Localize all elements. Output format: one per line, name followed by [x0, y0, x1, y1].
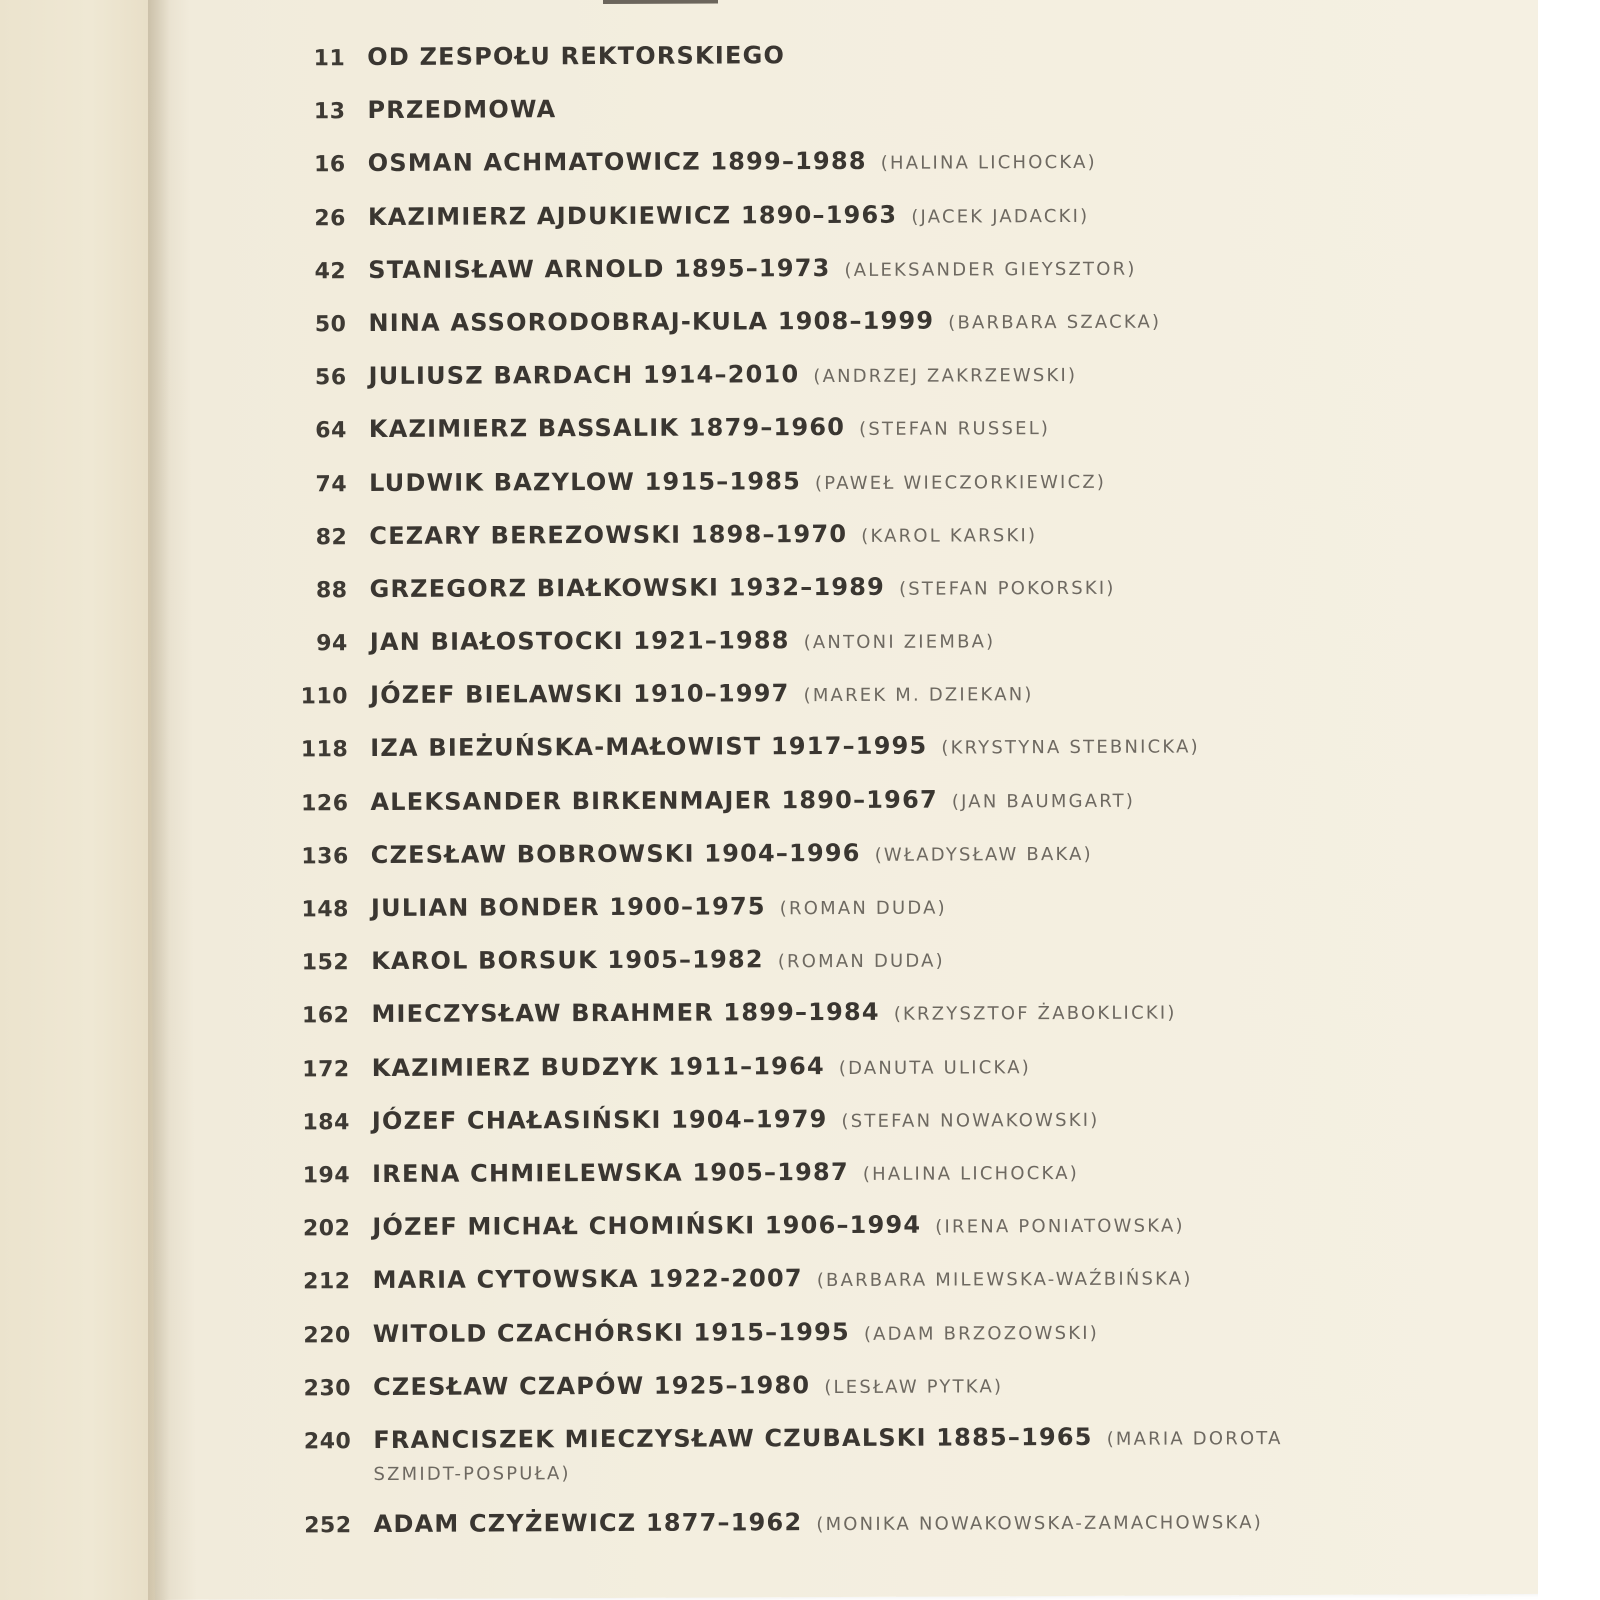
- toc-entry-title: KAZIMIERZ BUDZYK 1911–1964: [371, 1051, 825, 1082]
- toc-entry-text: [367, 90, 1370, 129]
- toc-entry-author: (BARBARA MILEWSKA-WAŹBIŃSKA): [816, 1268, 1193, 1292]
- toc-entry: [286, 1420, 1376, 1509]
- toc-entry-author: (MONIKA NOWAKOWSKA-ZAMACHOWSKA): [816, 1512, 1263, 1535]
- toc-entry-author: (KAROL KARSKI): [861, 524, 1038, 547]
- toc-entry-author: (JAN BAUMGART): [951, 790, 1136, 813]
- toc-entry: [280, 90, 1370, 148]
- toc-entry-text: [373, 1260, 1376, 1299]
- toc-entry: [287, 1504, 1377, 1562]
- toc-entry-author: (MAREK M. DZIEKAN): [803, 684, 1034, 707]
- toc-page-number: 74: [315, 471, 348, 497]
- toc-page-number: 42: [314, 258, 347, 285]
- toc-entry: [282, 409, 1372, 467]
- toc-entry-title: FRANCISZEK MIECZYSŁAW CZUBALSKI 1885–1965: [373, 1422, 1093, 1454]
- toc-page-number: 50: [314, 312, 347, 338]
- header-rule: [603, 0, 718, 4]
- toc-entry-title: JÓZEF BIELAWSKI 1910–1997: [369, 679, 790, 710]
- toc-entry-author: (KRYSTYNA STEBNICKA): [941, 736, 1200, 759]
- toc-entry-text: [374, 1504, 1377, 1543]
- toc-entry-author: (BARBARA SZACKA): [948, 311, 1162, 334]
- toc-entry-text: [372, 1207, 1375, 1246]
- toc-entry-author: (IRENA PONIATOWSKA): [935, 1215, 1185, 1238]
- toc-page-number: 240: [303, 1429, 352, 1455]
- toc-page-number: 252: [304, 1513, 352, 1539]
- toc-entry-text: [368, 196, 1371, 235]
- toc-entry-title: MARIA CYTOWSKA 1922-2007: [372, 1264, 803, 1295]
- toc-entry-author: (STEFAN POKORSKI): [899, 577, 1116, 600]
- toc-entry-author: (ADAM BRZOZOWSKI): [863, 1322, 1100, 1345]
- toc-entry: [281, 143, 1371, 201]
- toc-entry-author: (ANDRZEJ ZAKRZEWSKI): [813, 365, 1078, 388]
- toc-entry-title: JULIAN BONDER 1900–1975: [370, 892, 766, 923]
- toc-page-number: 162: [301, 1003, 350, 1029]
- toc-entry-title: LUDWIK BAZYLOW 1915–1985: [369, 466, 802, 497]
- toc-entry: [284, 994, 1374, 1052]
- toc-entry: [281, 196, 1371, 254]
- toc-entry-title: OSMAN ACHMATOWICZ 1899–1988: [367, 147, 867, 178]
- toc-entry-author: (LESŁAW PYTKA): [824, 1375, 1004, 1398]
- toc-entry-text: [370, 622, 1373, 661]
- toc-entry: [282, 356, 1372, 414]
- toc-entry-text: [371, 994, 1374, 1033]
- toc-entry-author: (STEFAN NOWAKOWSKI): [841, 1109, 1100, 1132]
- toc-entry: [281, 249, 1371, 307]
- toc-entry-text: [368, 249, 1371, 288]
- toc-entry: [281, 303, 1371, 361]
- toc-entry-author: (KRZYSZTOF ŻABOKLICKI): [893, 1002, 1177, 1026]
- table-of-contents: [280, 37, 1377, 1562]
- toc-entry-title: CEZARY BEREZOWSKI 1898–1970: [369, 519, 848, 550]
- toc-entry-author: (ALEKSANDER GIEYSZTOR): [844, 258, 1137, 281]
- toc-entry: [280, 37, 1370, 95]
- toc-page-number: 148: [301, 897, 350, 923]
- toc-entry-author: (DANUTA ULICKA): [838, 1056, 1031, 1079]
- toc-page-number: 110: [300, 684, 349, 710]
- toc-entry-title: IRENA CHMIELEWSKA 1905–1987: [372, 1157, 849, 1188]
- toc-entry-title: OD ZESPOŁU REKTORSKIEGO: [367, 41, 786, 72]
- toc-page-number: 94: [316, 631, 348, 657]
- toc-entry-title: IZA BIEŻUŃSKA-MAŁOWIST 1917–1995: [370, 732, 928, 763]
- toc-entry-text: [371, 941, 1374, 980]
- toc-entry-text: [372, 1047, 1375, 1086]
- toc-entry-text: [373, 1366, 1376, 1405]
- toc-entry-title: WITOLD CZACHÓRSKI 1915–1995: [372, 1317, 850, 1348]
- toc-entry: [285, 1047, 1375, 1105]
- toc-entry-text: [369, 409, 1372, 448]
- toc-page-number: 11: [313, 46, 346, 72]
- toc-entry-title: STANISŁAW ARNOLD 1895–1973: [368, 253, 831, 284]
- toc-entry: [282, 462, 1372, 520]
- toc-page-number: 202: [302, 1216, 351, 1242]
- toc-entry-text: [369, 515, 1372, 554]
- toc-entry-title: ALEKSANDER BIRKENMAJER 1890–1967: [370, 785, 938, 816]
- toc-entry-text: [371, 888, 1374, 927]
- toc-entry-author: (WŁADYSŁAW BAKA): [874, 843, 1093, 866]
- toc-page-number: 82: [315, 524, 348, 550]
- toc-entry-title: KAZIMIERZ AJDUKIEWICZ 1890–1963: [367, 200, 898, 231]
- toc-page-number: 230: [303, 1375, 352, 1402]
- toc-entry-text: [373, 1420, 1376, 1491]
- toc-page-number: 194: [302, 1163, 351, 1189]
- toc-entry-text: [371, 834, 1374, 873]
- toc-entry-title: ADAM CZYŻEWICZ 1877–1962: [373, 1508, 803, 1538]
- toc-entry: [283, 728, 1373, 786]
- toc-page-number: 152: [301, 950, 350, 976]
- toc-page-number: 64: [315, 418, 347, 444]
- toc-page-number: 136: [301, 843, 349, 870]
- toc-entry-title: KAZIMIERZ BASSALIK 1879–1960: [368, 413, 846, 444]
- toc-page-number: 126: [301, 790, 349, 816]
- toc-entry: [284, 834, 1374, 892]
- toc-entry-author: (JACEK JADACKI): [911, 205, 1090, 228]
- toc-entry: [283, 569, 1373, 627]
- toc-entry-text: [372, 1100, 1375, 1139]
- toc-entry: [282, 515, 1372, 573]
- toc-entry-author: (HALINA LICHOCKA): [862, 1162, 1079, 1185]
- toc-entry-text: [370, 569, 1373, 608]
- toc-page-number: 88: [315, 578, 348, 604]
- toc-page-number: 16: [314, 152, 346, 178]
- toc-entry-title: CZESŁAW BOBROWSKI 1904–1996: [370, 838, 861, 869]
- toc-entry-author: (MARIA DOROTA SZMIDT-POSPUŁA): [373, 1427, 1283, 1485]
- toc-entry-author: (STEFAN RUSSEL): [859, 418, 1051, 441]
- toc-entry-text: [369, 462, 1372, 501]
- toc-entry-title: NINA ASSORODOBRAJ-KULA 1908–1999: [368, 306, 935, 337]
- toc-page-number: 13: [313, 99, 346, 125]
- toc-entry-title: JÓZEF CHAŁASIŃSKI 1904–1979: [371, 1104, 828, 1135]
- toc-entry-title: GRZEGORZ BIAŁKOWSKI 1932–1989: [369, 572, 886, 603]
- toc-entry: [285, 1207, 1375, 1265]
- toc-page-number: 172: [302, 1056, 350, 1082]
- toc-entry: [283, 675, 1373, 733]
- toc-entry-author: (ROMAN DUDA): [777, 950, 945, 973]
- facing-page: [0, 0, 165, 1600]
- toc-entry-text: [373, 1313, 1376, 1352]
- toc-entry-author: (ROMAN DUDA): [779, 897, 947, 920]
- toc-entry-author: (HALINA LICHOCKA): [880, 152, 1097, 175]
- toc-page-number: 220: [303, 1322, 351, 1348]
- toc-entry-title: CZESŁAW CZAPÓW 1925–1980: [372, 1370, 811, 1401]
- toc-entry-text: [367, 37, 1370, 76]
- toc-entry-title: JÓZEF MICHAŁ CHOMIŃSKI 1906–1994: [372, 1210, 922, 1242]
- toc-entry-text: [370, 781, 1373, 820]
- toc-entry: [283, 781, 1373, 839]
- toc-entry: [284, 941, 1374, 999]
- toc-entry-title: JULIUSZ BARDACH 1914–2010: [368, 360, 800, 391]
- toc-page-number: 26: [314, 205, 347, 231]
- toc-entry: [285, 1100, 1375, 1158]
- toc-entry: [286, 1313, 1376, 1371]
- toc-page-number: 184: [302, 1109, 350, 1136]
- toc-page-number: 212: [303, 1269, 351, 1295]
- toc-entry: [283, 622, 1373, 680]
- toc-entry-text: [368, 143, 1371, 182]
- toc-page-number: 56: [314, 365, 347, 391]
- toc-entry-title: KAROL BORSUK 1905–1982: [371, 945, 764, 976]
- page-gutter-shadow: [148, 0, 170, 1600]
- book-page: [148, 0, 1545, 1600]
- toc-entry-title: PRZEDMOWA: [367, 95, 557, 125]
- toc-entry-text: [370, 728, 1373, 767]
- toc-entry-text: [370, 675, 1373, 714]
- toc-entry-title: JAN BIAŁOSTOCKI 1921–1988: [369, 626, 790, 657]
- toc-entry-text: [368, 303, 1371, 342]
- toc-entry-author: (ANTONI ZIEMBA): [803, 631, 996, 654]
- toc-entry-text: [372, 1154, 1375, 1193]
- toc-entry: [285, 1154, 1375, 1212]
- background: [1538, 0, 1600, 1600]
- toc-entry-title: MIECZYSŁAW BRAHMER 1899–1984: [371, 998, 880, 1029]
- toc-entry-author: (PAWEŁ WIECZORKIEWICZ): [814, 471, 1107, 494]
- toc-entry: [284, 888, 1374, 946]
- toc-entry-text: [369, 356, 1372, 395]
- toc-page-number: 118: [300, 737, 349, 763]
- toc-entry: [286, 1366, 1376, 1424]
- toc-entry: [286, 1260, 1376, 1318]
